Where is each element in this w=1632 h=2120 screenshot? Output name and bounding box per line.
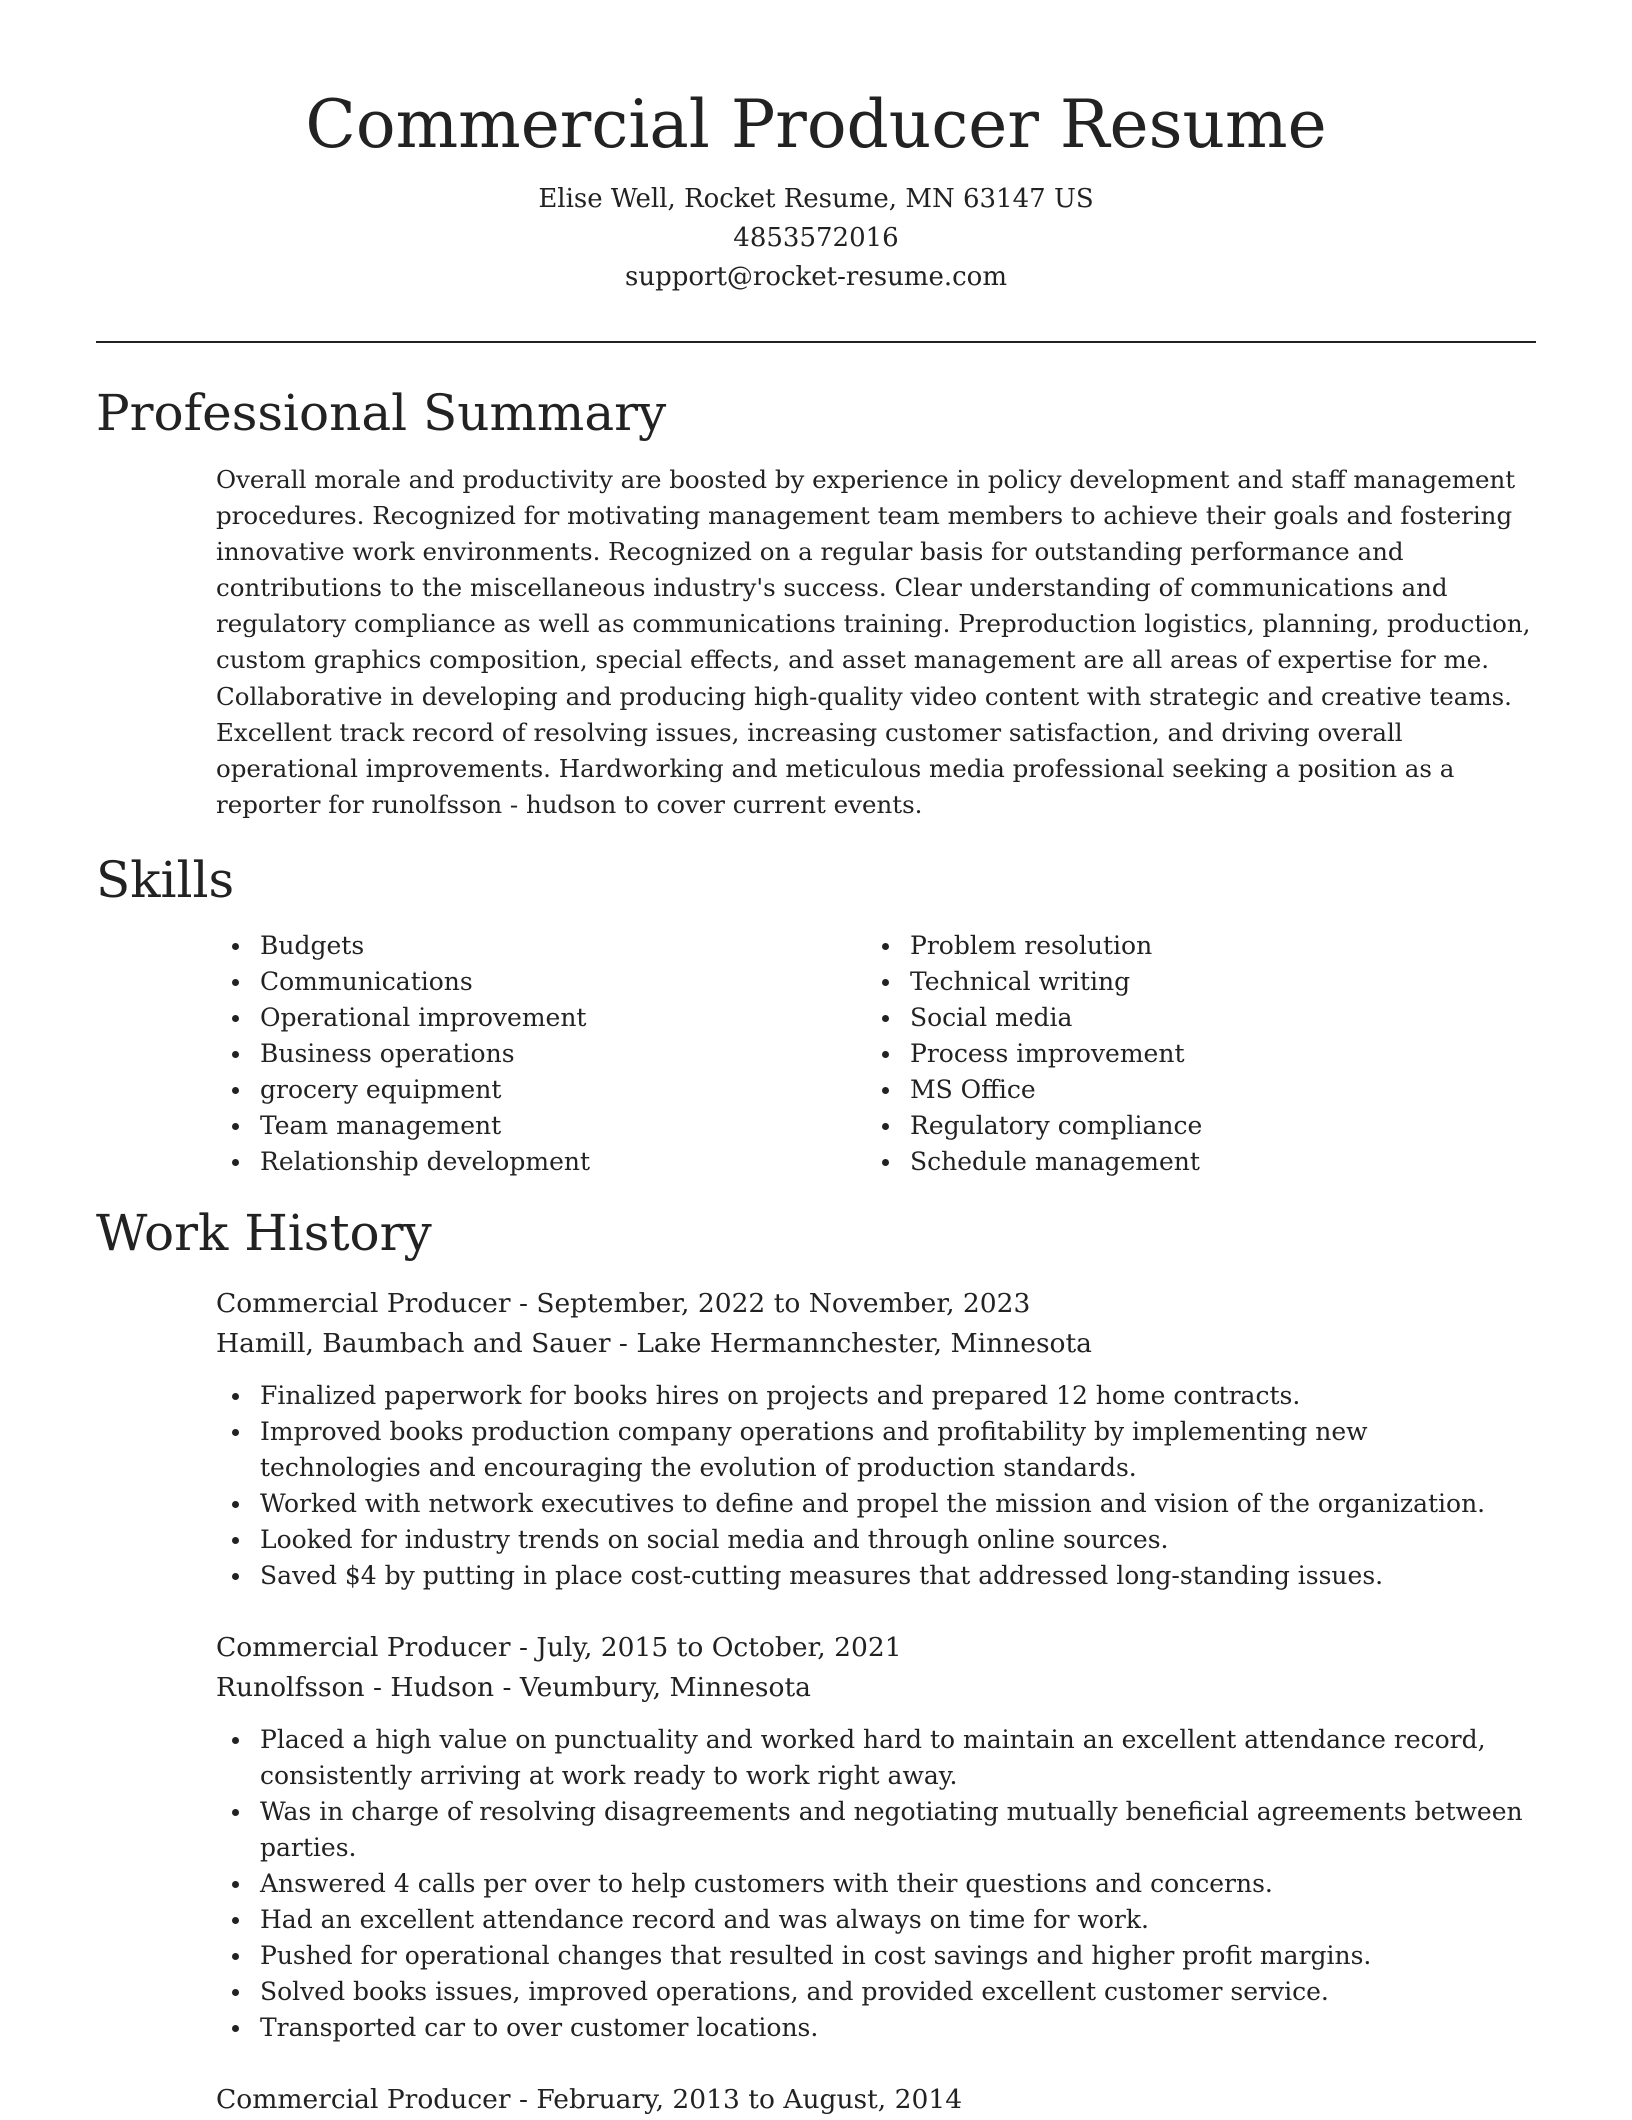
job-bullet: Improved books production company operations and profitability by implementing new technologies and encouraging the evolution of production standards. [216, 1414, 1536, 1486]
job-bullet: Was in charge of resolving disagreements and negotiating mutually beneficial agreements between parties. [216, 1794, 1536, 1866]
skill-item: Business operations [216, 1036, 816, 1072]
job-bullet: Finalized paperwork for books hires on projects and prepared 12 home contracts. [216, 1378, 1536, 1414]
skill-item: Budgets [216, 928, 816, 964]
job-title-line [216, 2080, 1536, 2120]
job-company-line [216, 1324, 1536, 1364]
job-bullets [216, 1378, 1536, 1594]
separator: - [610, 1328, 637, 1359]
work-history-heading: Work History [96, 1204, 432, 1262]
job-title-line [216, 1284, 1536, 1324]
job-bullet: Solved books issues, improved operations, and provided excellent customer service. [216, 1974, 1536, 2010]
job-bullet: Answered 4 calls per over to help customers with their questions and concerns. [216, 1866, 1536, 1902]
job-dates: July, 2015 to October, 2021 [536, 1632, 902, 1663]
skill-item: Team management [216, 1108, 816, 1144]
job-location: Veumbury, Minnesota [519, 1672, 811, 1703]
job-dates: September, 2022 to November, 2023 [536, 1288, 1031, 1319]
job-title: Commercial Producer [216, 1288, 511, 1319]
job-dates: February, 2013 to August, 2014 [536, 2084, 963, 2115]
skills-heading: Skills [96, 851, 235, 909]
skill-item: Relationship development [216, 1144, 816, 1180]
summary-text: Overall morale and productivity are boosted by experience in policy development and staff management procedures. Recognized for motivating management team members to achieve their goals and fostering innovative work environments. Recognized on a regular basis for outstanding performance and contributions to the miscellaneous industry's success. Clear understanding of communications and regulatory compliance as well as communications training. Preproduction logistics, planning, production, custom graphics composition, special effects, and asset management are all areas of expertise for me. Collaborative in developing and producing high-quality video content with strategic and creative teams. Excellent track record of resolving issues, increasing customer satisfaction, and driving overall operational improvements. Hardworking and meticulous media professional seeking a position as a reporter for runolfsson - hudson to cover current events. [216, 465, 1531, 819]
skills-list-right [866, 928, 1466, 1180]
summary-heading: Professional Summary [96, 384, 667, 442]
skill-item: Regulatory compliance [866, 1108, 1466, 1144]
job-bullet: Had an excellent attendance record and was always on time for work. [216, 1902, 1536, 1938]
skill-item: Process improvement [866, 1036, 1466, 1072]
header-divider [96, 341, 1536, 343]
job-company-line [216, 1668, 1536, 1708]
job-title-line [216, 1628, 1536, 1668]
job-bullet: Placed a high value on punctuality and worked hard to maintain an excellent attendance record, consistently arriving at work ready to work right away. [216, 1722, 1536, 1794]
skill-item: grocery equipment [216, 1072, 816, 1108]
contact-address: Elise Well, Rocket Resume, MN 63147 US [538, 184, 1094, 214]
job-title: Commercial Producer [216, 1632, 511, 1663]
skill-item: Technical writing [866, 964, 1466, 1000]
separator: - [510, 2084, 537, 2115]
job-bullets [216, 1722, 1536, 2046]
job-bullet: Pushed for operational changes that resulted in cost savings and higher profit margins. [216, 1938, 1536, 1974]
job-company: Hamill, Baumbach and Sauer [216, 1328, 611, 1359]
skill-item: Operational improvement [216, 1000, 816, 1036]
separator: - [494, 1672, 520, 1703]
skill-item: Communications [216, 964, 816, 1000]
resume-header [0, 80, 1632, 297]
job-bullet: Looked for industry trends on social media and through online sources. [216, 1522, 1536, 1558]
contact-phone: 4853572016 [733, 223, 899, 253]
skill-item: Problem resolution [866, 928, 1466, 964]
resume-title: Commercial Producer Resume [305, 86, 1327, 163]
job-title: Commercial Producer [216, 2084, 511, 2115]
skill-item: MS Office [866, 1072, 1466, 1108]
job-bullet: Worked with network executives to define and propel the mission and vision of the organization. [216, 1486, 1536, 1522]
skill-item: Schedule management [866, 1144, 1466, 1180]
job-location: Lake Hermannchester, Minnesota [636, 1328, 1092, 1359]
skill-item: Social media [866, 1000, 1466, 1036]
job-bullet: Saved $4 by putting in place cost-cutting measures that addressed long-standing issues. [216, 1558, 1536, 1594]
separator: - [510, 1632, 537, 1663]
contact-email: support@rocket-resume.com [624, 262, 1007, 292]
job-company: Runolfsson - Hudson [216, 1672, 495, 1703]
job-bullet: Transported car to over customer locations. [216, 2010, 1536, 2046]
skills-list-left [216, 928, 816, 1180]
separator: - [510, 1288, 537, 1319]
